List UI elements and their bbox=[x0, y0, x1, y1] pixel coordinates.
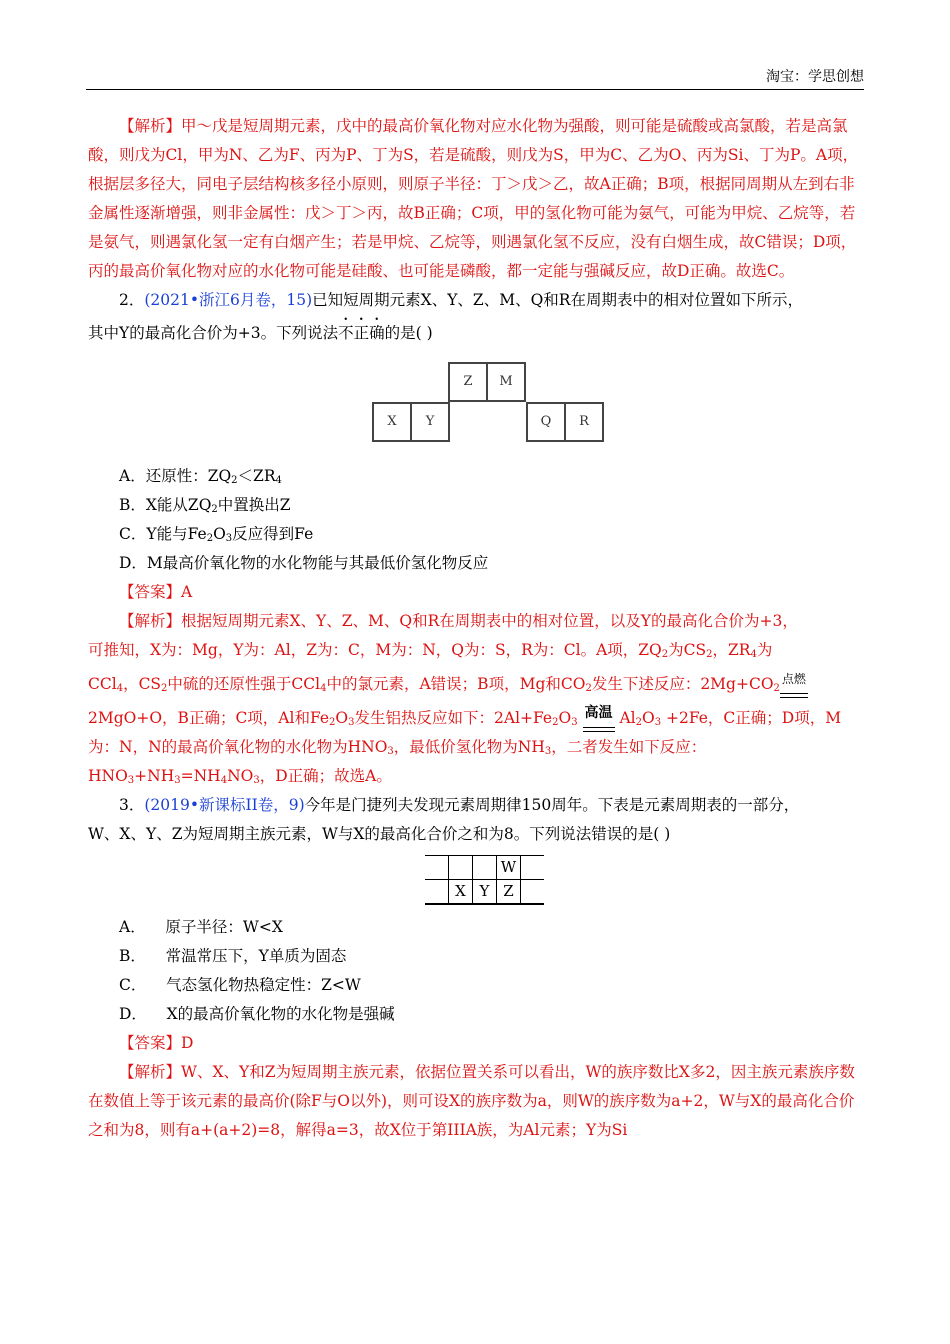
table-row bbox=[425, 856, 544, 880]
sub: 2 bbox=[329, 717, 336, 728]
analysis-text: +2Fe，C正确；D项，M bbox=[661, 709, 842, 727]
cell-r: R bbox=[564, 402, 604, 442]
analysis-text: O bbox=[558, 709, 572, 727]
sub: 3 bbox=[654, 717, 662, 728]
answer-label: 【答案】 bbox=[119, 583, 182, 601]
q2-analysis-line2 bbox=[88, 636, 864, 665]
q2-number: 2． bbox=[119, 291, 145, 309]
q2-analysis-line6 bbox=[88, 762, 864, 791]
opt-text: C．Y能与Fe bbox=[119, 525, 207, 543]
document-body bbox=[88, 112, 864, 1145]
opt-sub: 4 bbox=[275, 475, 282, 486]
sub: 3 bbox=[571, 717, 578, 728]
sub: 2 bbox=[552, 717, 559, 728]
analysis-text: Al bbox=[614, 709, 636, 727]
analysis-text: 根据短周期元素X、Y、Z、M、Q和R在周期表中的相对位置，以及Y的最高化合价为+3， bbox=[181, 612, 798, 630]
q2-analysis-line3 bbox=[88, 665, 864, 699]
analysis-text: ，CS bbox=[123, 675, 162, 693]
q2-source: (2021•浙江6月卷，15) bbox=[144, 291, 313, 309]
analysis-text: NO bbox=[227, 767, 254, 785]
analysis-text: 为CS bbox=[668, 641, 707, 659]
q2-option-c bbox=[88, 520, 864, 549]
q3-option-c: C． 气态氢化物热稳定性：Z<W bbox=[119, 976, 361, 994]
sub: 2 bbox=[635, 717, 642, 728]
opt-sub: 3 bbox=[225, 533, 233, 544]
q2-option-d: D．M最高价氧化物的水化物能与其最低价氢化物反应 bbox=[119, 554, 489, 572]
opt-sub: 2 bbox=[211, 504, 218, 515]
q2-answer bbox=[88, 578, 864, 607]
q3-option-d: D． X的最高价氧化物的水化物是强碱 bbox=[119, 1005, 395, 1023]
analysis-text: ，最低价氢化物为NH bbox=[393, 738, 545, 756]
q3-analysis bbox=[88, 1058, 864, 1145]
sub: 2 bbox=[661, 649, 669, 660]
analysis-text: 发生下述反应：2Mg+CO bbox=[591, 675, 774, 693]
analysis-text: CCl bbox=[88, 675, 117, 693]
q3-stem-line1 bbox=[88, 791, 864, 820]
table-cell bbox=[425, 856, 449, 880]
sub: 2 bbox=[161, 683, 168, 694]
table-cell: Y bbox=[473, 880, 497, 905]
analysis-label: 【解析】 bbox=[119, 1063, 182, 1081]
table-cell: Z bbox=[497, 880, 521, 905]
cell-x: X bbox=[372, 402, 412, 442]
analysis-text: HNO bbox=[88, 767, 128, 785]
answer-value: D bbox=[181, 1034, 194, 1052]
table-cell: X bbox=[449, 880, 473, 905]
reaction-condition-ignite: 点燃 bbox=[780, 665, 808, 694]
cell-y: Y bbox=[410, 402, 450, 442]
analysis-text: ，二者发生如下反应： bbox=[551, 738, 707, 756]
analysis-text: 可推知，X为：Mg，Y为：Al，Z为：C，M为：N，Q为：S，R为：Cl。A项，ZQ bbox=[88, 641, 662, 659]
header-divider bbox=[86, 89, 864, 90]
table-cell bbox=[521, 856, 545, 880]
analysis-text: O bbox=[641, 709, 655, 727]
sub: 3 bbox=[174, 775, 181, 786]
q2-emphasis: 不正确 bbox=[338, 324, 385, 342]
q2-option-b bbox=[88, 491, 864, 520]
q3-stem-text: 今年是门捷列夫发现元素周期律150周年。下表是元素周期表的一部分， bbox=[304, 796, 800, 814]
table-cell bbox=[449, 856, 473, 880]
opt-text: 反应得到Fe bbox=[232, 525, 314, 543]
q3-number: 3． bbox=[119, 796, 145, 814]
table-cell bbox=[473, 856, 497, 880]
q3-source: (2019•新课标II卷，9) bbox=[144, 796, 305, 814]
q2-option-a bbox=[88, 462, 864, 491]
answer-label: 【答案】 bbox=[119, 1034, 182, 1052]
sub: 4 bbox=[750, 649, 757, 660]
opt-text: O bbox=[213, 525, 226, 543]
sub: 3 bbox=[253, 775, 260, 786]
analysis-text: 中的氯元素，A错误；B项，Mg和CO bbox=[326, 675, 586, 693]
opt-text: 中置换出Z bbox=[217, 496, 291, 514]
sub: 3 bbox=[544, 746, 552, 757]
q3-option-b: B． 常温常压下，Y单质为固态 bbox=[119, 947, 347, 965]
analysis-text: 为 bbox=[756, 641, 773, 659]
analysis-label: 【解析】 bbox=[119, 612, 182, 630]
sub: 4 bbox=[220, 775, 228, 786]
analysis-text: 中硫的还原性强于CCl bbox=[167, 675, 321, 693]
table-cell bbox=[521, 880, 545, 905]
answer-value: A bbox=[181, 583, 193, 601]
opt-sub: 2 bbox=[231, 475, 238, 486]
q2-stem-part: 其中Y的最高化合价为+3。下列说法 bbox=[88, 324, 339, 342]
q2-stem-end: 的是( ) bbox=[384, 324, 433, 342]
q3-answer bbox=[88, 1029, 864, 1058]
analysis-text: O bbox=[335, 709, 349, 727]
analysis-text: 为：N，N的最高价氧化物的水化物为HNO bbox=[88, 738, 388, 756]
analysis-text: W、X、Y和Z为短周期主族元素，依据位置关系可以看出，W的族序数比X多2，因主族元素族序数在数值上等于该元素的最高价(除F与O以外)，则可设X的族序数为a，则W的族序数为a+2，W与X的最高化合价之和为8，则有a+(a+2)=8，解得a=3，故X位于第IIIA族，为Al元素；Y为Si bbox=[88, 1063, 855, 1139]
q2-analysis-line5 bbox=[88, 733, 864, 762]
prev-analysis bbox=[88, 112, 864, 286]
analysis-text: ，D正确；故选A。 bbox=[259, 767, 392, 785]
q2-stem-line1 bbox=[88, 286, 864, 315]
analysis-text: =NH bbox=[180, 767, 221, 785]
sub: 2 bbox=[585, 683, 592, 694]
analysis-text: 发生铝热反应如下：2Al+Fe bbox=[354, 709, 553, 727]
opt-sub: 2 bbox=[206, 533, 214, 544]
analysis-text: 甲～戊是短周期元素，戊中的最高价氧化物对应水化物为强酸，则可能是硫酸或高氯酸，若是高氯酸，则戊为Cl，甲为N、乙为F、丙为P、丁为S，若是硫酸，则戊为S，甲为C、乙为O、丙为Si、丁为P。A项，根据层多径大，同电子层结构核多径小原则，则原子半径：丁＞戊＞乙，故A正确；B项，根据同周期从左到右非金属性逐渐增强，则非金属性：戊＞丁＞丙，故B正确；C项，甲的氢化物可能为氨气，可能为甲烷、乙烷等，若是氨气，则遇氯化氢一定有白烟产生；若是甲烷、乙烷等，则遇氯化氢不反应，没有白烟生成，故C错误；D项，丙的最高价氧化物对应的水化物可能是硅酸、也可能是磷酸，都一定能与强碱反应，故D正确。故选C。 bbox=[88, 117, 859, 280]
sub: 3 bbox=[387, 746, 394, 757]
table-row bbox=[425, 880, 544, 905]
q3-option-a: A． 原子半径：W<X bbox=[119, 918, 283, 936]
q2-periodic-figure bbox=[372, 362, 612, 448]
opt-text: ＜ZR bbox=[237, 467, 276, 485]
opt-text: A．还原性：ZQ bbox=[119, 467, 232, 485]
cell-z: Z bbox=[448, 362, 488, 402]
sub: 3 bbox=[348, 717, 355, 728]
sub: 2 bbox=[706, 649, 713, 660]
page-header: 淘宝：学思创想 bbox=[766, 69, 864, 85]
sub: 4 bbox=[116, 683, 124, 694]
analysis-label: 【解析】 bbox=[119, 117, 182, 135]
table-cell bbox=[425, 880, 449, 905]
cell-m: M bbox=[486, 362, 526, 402]
opt-text: B．X能从ZQ bbox=[119, 496, 212, 514]
cell-q: Q bbox=[526, 402, 566, 442]
table-cell: W bbox=[497, 856, 521, 880]
sub: 4 bbox=[320, 683, 327, 694]
q2-analysis-line4 bbox=[88, 699, 864, 733]
q2-stem-text: 已知短周期元素X、Y、Z、M、Q和R在周期表中的相对位置如下所示， bbox=[312, 291, 803, 309]
sub: 2 bbox=[773, 683, 780, 694]
q2-stem-line2 bbox=[88, 315, 864, 348]
analysis-text: +NH bbox=[134, 767, 175, 785]
q3-stem-line2: W、X、Y、Z为短周期主族元素，W与X的最高化合价之和为8。下列说法错误的是( ) bbox=[88, 825, 671, 843]
analysis-text: 2MgO+O，B正确；C项，Al和Fe bbox=[88, 709, 330, 727]
analysis-text: ，ZR bbox=[712, 641, 751, 659]
reaction-condition-heat: 高温 bbox=[583, 699, 615, 728]
q2-analysis bbox=[88, 607, 864, 636]
q3-periodic-table bbox=[425, 855, 544, 905]
sub: 3 bbox=[127, 775, 135, 786]
